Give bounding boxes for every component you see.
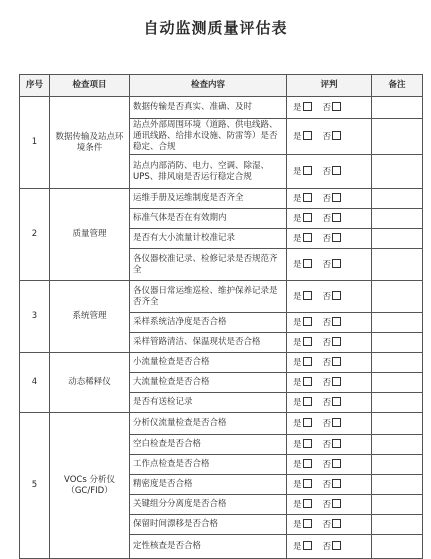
- remark-cell[interactable]: [372, 393, 423, 413]
- no-label: 否: [322, 291, 332, 302]
- no-label: 否: [322, 131, 332, 142]
- yes-checkbox[interactable]: [303, 439, 312, 448]
- yes-label: 是: [293, 377, 302, 388]
- evaluation-cell: [287, 435, 372, 455]
- remark-cell[interactable]: [372, 353, 423, 373]
- section-number: 4: [20, 353, 50, 413]
- remark-cell[interactable]: [372, 155, 423, 189]
- no-label: 否: [322, 102, 332, 113]
- no-label: 否: [322, 213, 332, 224]
- no-label: 否: [322, 337, 332, 348]
- yes-checkbox[interactable]: [303, 131, 312, 140]
- yes-checkbox[interactable]: [303, 233, 312, 242]
- no-label: 否: [322, 499, 332, 510]
- no-label: 否: [322, 519, 332, 530]
- yes-checkbox[interactable]: [303, 459, 312, 468]
- yes-checkbox[interactable]: [303, 166, 312, 175]
- check-content: 精密度是否合格: [130, 475, 287, 495]
- evaluation-table: [19, 74, 423, 559]
- yes-label: 是: [293, 439, 302, 450]
- remark-cell[interactable]: [372, 535, 423, 559]
- no-checkbox[interactable]: [332, 479, 341, 488]
- section-number: 5: [20, 413, 50, 559]
- remark-cell[interactable]: [372, 281, 423, 313]
- yes-checkbox[interactable]: [303, 193, 312, 202]
- no-checkbox[interactable]: [332, 166, 341, 175]
- yes-checkbox[interactable]: [303, 377, 312, 386]
- remark-cell[interactable]: [372, 333, 423, 353]
- yes-label: 是: [293, 397, 302, 408]
- no-label: 否: [322, 357, 332, 368]
- yes-label: 是: [293, 418, 302, 429]
- no-checkbox[interactable]: [332, 541, 341, 550]
- check-content: 是否有大小流量计校准记录: [130, 229, 287, 249]
- header-content: 检查内容: [130, 75, 287, 97]
- header-remark: 备注: [372, 75, 423, 97]
- yes-label: 是: [293, 337, 302, 348]
- no-checkbox[interactable]: [332, 519, 341, 528]
- evaluation-cell: [287, 353, 372, 373]
- yes-label: 是: [293, 357, 302, 368]
- no-label: 否: [322, 479, 332, 490]
- header-no: 序号: [20, 75, 50, 97]
- check-content: 采样系统洁净度是否合格: [130, 313, 287, 333]
- yes-checkbox[interactable]: [303, 357, 312, 366]
- check-content: 是否有送检记录: [130, 393, 287, 413]
- remark-cell[interactable]: [372, 119, 423, 155]
- check-content: 保留时间漂移是否合格: [130, 515, 287, 535]
- remark-cell[interactable]: [372, 209, 423, 229]
- no-checkbox[interactable]: [332, 233, 341, 242]
- yes-label: 是: [293, 193, 302, 204]
- yes-label: 是: [293, 233, 302, 244]
- yes-checkbox[interactable]: [303, 317, 312, 326]
- yes-checkbox[interactable]: [303, 519, 312, 528]
- no-label: 否: [322, 418, 332, 429]
- no-label: 否: [322, 166, 332, 177]
- check-content: 空白检查是否合格: [130, 435, 287, 455]
- check-content: 数据传输是否真实、准确、及时: [130, 97, 287, 119]
- yes-label: 是: [293, 519, 302, 530]
- yes-checkbox[interactable]: [303, 397, 312, 406]
- remark-cell[interactable]: [372, 515, 423, 535]
- no-checkbox[interactable]: [332, 459, 341, 468]
- header-item: 检查项目: [50, 75, 130, 97]
- yes-label: 是: [293, 541, 302, 552]
- check-content: 站点内部消防、电力、空调、除湿、UPS、排风扇是否运行稳定合规: [130, 155, 287, 189]
- no-label: 否: [322, 397, 332, 408]
- no-checkbox[interactable]: [332, 102, 341, 111]
- no-checkbox[interactable]: [332, 357, 341, 366]
- yes-checkbox[interactable]: [303, 102, 312, 111]
- evaluation-cell: [287, 535, 372, 559]
- no-checkbox[interactable]: [332, 499, 341, 508]
- section-number: 1: [20, 97, 50, 189]
- table-row: [20, 97, 423, 119]
- evaluation-cell: [287, 373, 372, 393]
- check-content: 分析仪流量检查是否合格: [130, 413, 287, 435]
- no-label: 否: [322, 317, 332, 328]
- remark-cell[interactable]: [372, 455, 423, 475]
- evaluation-cell: [287, 249, 372, 281]
- evaluation-cell: [287, 455, 372, 475]
- evaluation-cell: [287, 393, 372, 413]
- evaluation-cell: [287, 209, 372, 229]
- check-content: 各仪器校准记录、检修记录是否规范齐全: [130, 249, 287, 281]
- remark-cell[interactable]: [372, 475, 423, 495]
- check-content: 运维手册及运维制度是否齐全: [130, 189, 287, 209]
- section-item: 质量管理: [50, 189, 130, 281]
- check-content: 采样管路清洁、保温现状是否合格: [130, 333, 287, 353]
- section-item: 数据传输及站点环境条件: [50, 97, 130, 189]
- yes-label: 是: [293, 479, 302, 490]
- remark-cell[interactable]: [372, 229, 423, 249]
- no-checkbox[interactable]: [332, 193, 341, 202]
- section-item: VOCs 分析仪（GC/FID）: [50, 413, 130, 559]
- table-row: [20, 413, 423, 435]
- remark-cell[interactable]: [372, 495, 423, 515]
- check-content: 小流量检查是否合格: [130, 353, 287, 373]
- yes-checkbox[interactable]: [303, 259, 312, 268]
- evaluation-cell: [287, 495, 372, 515]
- no-checkbox[interactable]: [332, 131, 341, 140]
- remark-cell[interactable]: [372, 249, 423, 281]
- yes-checkbox[interactable]: [303, 479, 312, 488]
- evaluation-cell: [287, 155, 372, 189]
- evaluation-cell: [287, 333, 372, 353]
- evaluation-cell: [287, 475, 372, 495]
- evaluation-cell: [287, 515, 372, 535]
- no-checkbox[interactable]: [332, 377, 341, 386]
- no-checkbox[interactable]: [332, 291, 341, 300]
- yes-checkbox[interactable]: [303, 499, 312, 508]
- evaluation-cell: [287, 229, 372, 249]
- section-item: 动态稀释仪: [50, 353, 130, 413]
- remark-cell[interactable]: [372, 373, 423, 393]
- yes-label: 是: [293, 291, 302, 302]
- page-title: 自动监测质量评估表: [143, 19, 288, 37]
- evaluation-cell: [287, 313, 372, 333]
- evaluation-cell: [287, 413, 372, 435]
- table-row: [20, 189, 423, 209]
- table-body: [20, 97, 423, 559]
- no-checkbox[interactable]: [332, 418, 341, 427]
- evaluation-cell: [287, 119, 372, 155]
- no-label: 否: [322, 259, 332, 270]
- no-checkbox[interactable]: [332, 317, 341, 326]
- remark-cell[interactable]: [372, 97, 423, 119]
- yes-checkbox[interactable]: [303, 541, 312, 550]
- evaluation-cell: [287, 189, 372, 209]
- yes-label: 是: [293, 459, 302, 470]
- yes-label: 是: [293, 259, 302, 270]
- no-checkbox[interactable]: [332, 397, 341, 406]
- no-checkbox[interactable]: [332, 337, 341, 346]
- section-number: 3: [20, 281, 50, 353]
- yes-checkbox[interactable]: [303, 337, 312, 346]
- no-checkbox[interactable]: [332, 213, 341, 222]
- no-label: 否: [322, 377, 332, 388]
- no-checkbox[interactable]: [332, 439, 341, 448]
- check-content: 大流量检查是否合格: [130, 373, 287, 393]
- table-row: [20, 353, 423, 373]
- yes-checkbox[interactable]: [303, 418, 312, 427]
- check-content: 工作点检查是否合格: [130, 455, 287, 475]
- yes-label: 是: [293, 102, 302, 113]
- yes-label: 是: [293, 499, 302, 510]
- no-label: 否: [322, 459, 332, 470]
- no-label: 否: [322, 193, 332, 204]
- evaluation-cell: [287, 97, 372, 119]
- remark-cell[interactable]: [372, 413, 423, 435]
- yes-label: 是: [293, 213, 302, 224]
- yes-label: 是: [293, 131, 302, 142]
- table-row: [20, 281, 423, 313]
- section-number: 2: [20, 189, 50, 281]
- evaluation-cell: [287, 281, 372, 313]
- no-label: 否: [322, 233, 332, 244]
- yes-label: 是: [293, 317, 302, 328]
- section-item: 系统管理: [50, 281, 130, 353]
- check-content: 标准气体是否在有效期内: [130, 209, 287, 229]
- no-label: 否: [322, 439, 332, 450]
- check-content: 定性核查是否合格: [130, 535, 287, 559]
- table-header-row: [20, 75, 423, 97]
- remark-cell[interactable]: [372, 189, 423, 209]
- yes-checkbox[interactable]: [303, 291, 312, 300]
- remark-cell[interactable]: [372, 435, 423, 455]
- check-content: 各仪器日常运维巡检、维护保养记录是否齐全: [130, 281, 287, 313]
- check-content: 站点外部周围环境（道路、供电线路、通讯线路、给排水设施、防雷等）是否稳定、合规: [130, 119, 287, 155]
- check-content: 关键组分分离度是否合格: [130, 495, 287, 515]
- header-eval: 评判: [287, 75, 372, 97]
- no-checkbox[interactable]: [332, 259, 341, 268]
- yes-label: 是: [293, 166, 302, 177]
- no-label: 否: [322, 541, 332, 552]
- remark-cell[interactable]: [372, 313, 423, 333]
- yes-checkbox[interactable]: [303, 213, 312, 222]
